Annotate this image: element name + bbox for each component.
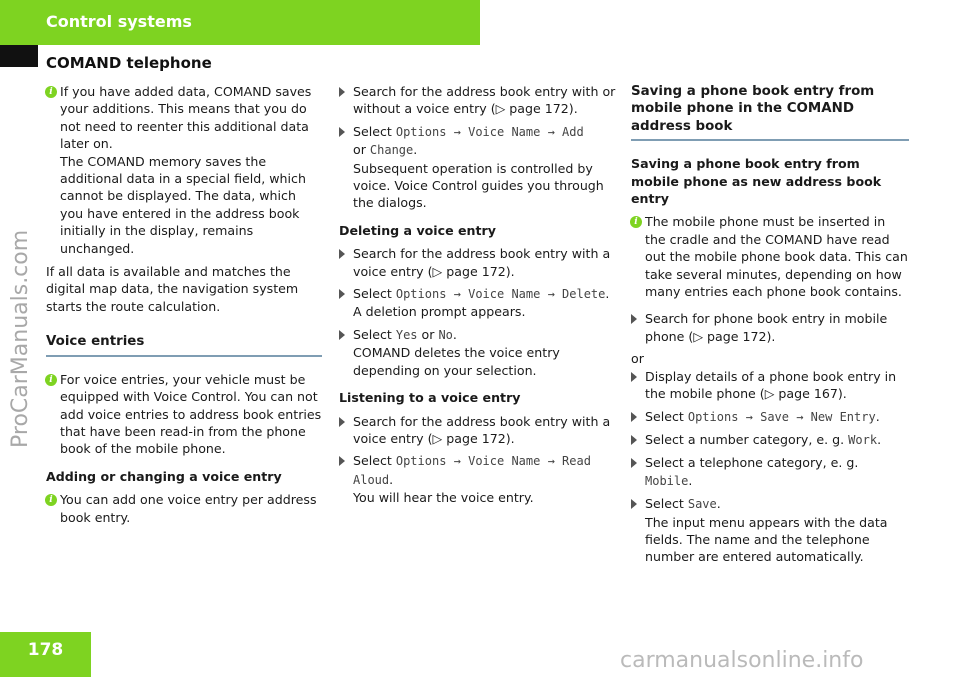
- step-result: The input menu appears with the data fields. The name and the telephone number are entered automatically.: [645, 514, 888, 565]
- column-3: [631, 83, 909, 571]
- punctuation: .: [716, 496, 721, 512]
- info-icon: i: [45, 374, 57, 386]
- step-item: [631, 408, 909, 426]
- info-icon: i: [45, 86, 57, 98]
- column-2: [339, 83, 617, 512]
- page-number: 178: [27, 640, 64, 660]
- punctuation: .: [452, 326, 457, 342]
- menu-option: No: [438, 327, 453, 342]
- page-number-box: [0, 632, 91, 677]
- step-text: Search for phone book entry in mobile phone (▷ page 172).: [645, 311, 888, 344]
- menu-option: Mobile: [645, 473, 689, 488]
- info-text: If you have added data, COMAND saves your additions. This means that you do not need to reenter this additional data later on.: [60, 84, 312, 152]
- step-item: [339, 413, 617, 448]
- step-text: Select a telephone category, e. g.: [645, 455, 859, 471]
- page-title: COMAND telephone: [46, 54, 212, 72]
- heading-voice-entries: Voice entries: [46, 333, 322, 356]
- punctuation: .: [877, 431, 882, 447]
- menu-path: Options → Save → New Entry: [687, 409, 876, 424]
- arrow-bullet-icon: [631, 314, 637, 324]
- info-note: [631, 213, 909, 300]
- punctuation: .: [688, 472, 693, 488]
- step-item: [339, 326, 617, 379]
- step-result: You will hear the voice entry.: [353, 490, 534, 506]
- side-watermark: ProCarManuals.com: [8, 229, 33, 448]
- info-text: The mobile phone must be inserted in the cradle and the COMAND have read out the mobile phone book data. This can take several minutes, depending on how many entries each phone book contains.: [645, 214, 908, 300]
- step-text: Select: [353, 453, 396, 469]
- step-item: [631, 368, 909, 403]
- info-text: The COMAND memory saves the additional data in a special field, which cannot be displayed. The data, which you have entered in the address book initially in the display, remains unchanged.: [60, 153, 306, 256]
- column-1: [46, 83, 322, 532]
- punctuation: .: [389, 471, 394, 487]
- arrow-bullet-icon: [339, 289, 345, 299]
- info-icon: i: [45, 494, 57, 506]
- step-item: [339, 245, 617, 280]
- step-result: COMAND deletes the voice entry depending on your selection.: [353, 345, 560, 378]
- menu-path: Options → Voice Name → Add: [395, 124, 584, 139]
- step-result: A deletion prompt appears.: [353, 304, 526, 320]
- subheading-adding: Adding or changing a voice entry: [46, 468, 282, 484]
- menu-option: Change: [369, 143, 414, 158]
- subheading-saving-new: Saving a phone book entry from mobile phone as new address book entry: [631, 156, 882, 207]
- info-icon: i: [630, 216, 642, 228]
- arrow-bullet-icon: [339, 417, 345, 427]
- step-text: Select a number category, e. g.: [645, 431, 849, 447]
- arrow-bullet-icon: [339, 87, 345, 97]
- step-text: Search for the address book entry with a voice entry (▷ page 172).: [353, 246, 611, 279]
- punctuation: .: [605, 286, 610, 302]
- info-text: You can add one voice entry per address book entry.: [60, 492, 317, 525]
- step-item: [631, 310, 909, 345]
- arrow-bullet-icon: [631, 458, 637, 468]
- bottom-watermark: carmanualsonline.info: [620, 648, 864, 673]
- subheading-listening: Listening to a voice entry: [339, 390, 521, 406]
- menu-path: Options → Voice Name → Delete: [395, 287, 606, 302]
- step-item: [631, 495, 909, 566]
- info-text: For voice entries, your vehicle must be equipped with Voice Control. You can not add voice entries to address book entries that have been read-in from the phone book of the mobile phone.: [60, 371, 322, 457]
- step-item: [631, 454, 909, 490]
- arrow-bullet-icon: [339, 249, 345, 259]
- arrow-bullet-icon: [339, 127, 345, 137]
- step-text: Select: [353, 286, 396, 302]
- or-text: or: [631, 351, 644, 367]
- punctuation: .: [413, 142, 418, 158]
- step-text: Display details of a phone book entry in the mobile phone (▷ page 167).: [645, 368, 897, 402]
- step-item: [339, 285, 617, 321]
- arrow-bullet-icon: [631, 499, 637, 509]
- menu-option: Save: [687, 497, 717, 512]
- step-text: or: [417, 326, 439, 342]
- step-item: [631, 431, 909, 449]
- punctuation: .: [875, 408, 880, 424]
- step-text: Select: [645, 496, 688, 512]
- arrow-bullet-icon: [339, 456, 345, 466]
- paragraph: If all data is available and matches the digital map data, the navigation system starts the route calculation.: [46, 264, 299, 314]
- step-result: Subsequent operation is controlled by voice. Voice Control guides you through the dialogs.: [353, 160, 604, 211]
- menu-option: Yes: [395, 327, 418, 342]
- arrow-bullet-icon: [631, 372, 637, 382]
- step-text: Search for the address book entry with or without a voice entry (▷ page 172).: [353, 84, 616, 117]
- step-item: [339, 123, 617, 212]
- arrow-bullet-icon: [631, 412, 637, 422]
- step-text: Select: [353, 326, 396, 342]
- subheading-deleting: Deleting a voice entry: [339, 222, 496, 238]
- step-text: or: [353, 142, 370, 158]
- heading-saving: Saving a phone book entry from mobile phone in the COMAND address book: [631, 83, 909, 141]
- step-text: Select: [353, 123, 396, 139]
- menu-option: Work: [848, 432, 878, 447]
- step-text: Select: [645, 408, 688, 424]
- arrow-bullet-icon: [339, 330, 345, 340]
- step-item: [339, 452, 617, 506]
- info-note: [46, 371, 322, 458]
- arrow-bullet-icon: [631, 435, 637, 445]
- info-note: [46, 83, 322, 257]
- section-marker: [0, 45, 38, 67]
- chapter-title: Control systems: [46, 12, 192, 31]
- step-text: Search for the address book entry with a voice entry (▷ page 172).: [353, 413, 611, 446]
- step-item: [339, 83, 617, 118]
- menu-path: Options → Voice Name → Read Aloud: [353, 454, 591, 487]
- info-note: [46, 491, 322, 526]
